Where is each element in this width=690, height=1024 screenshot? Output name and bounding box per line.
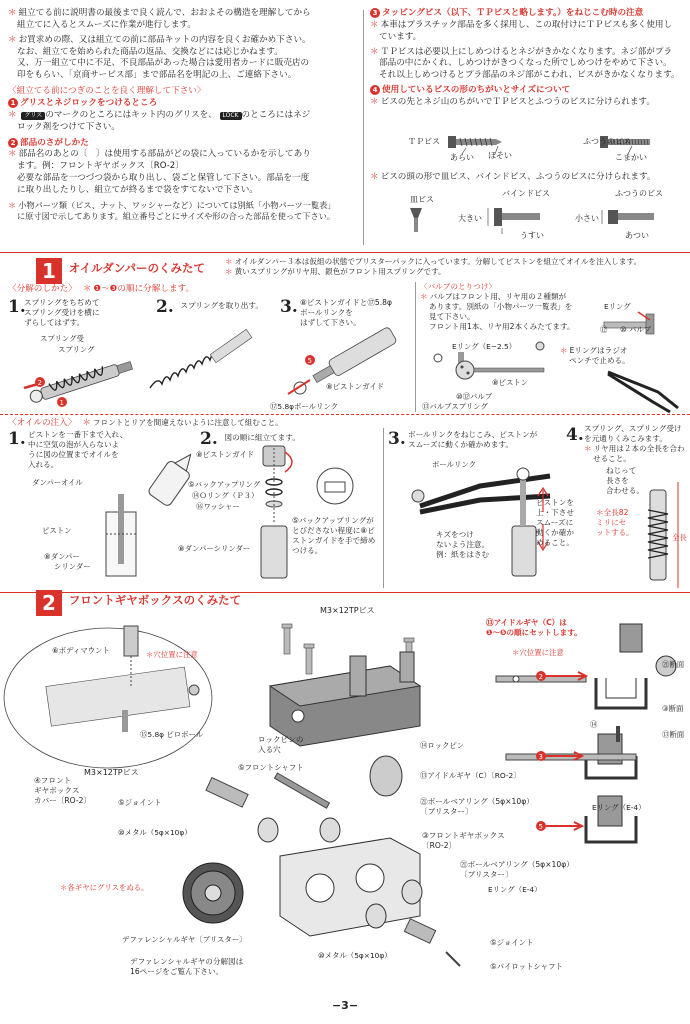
idle-gear-figure	[486, 616, 686, 846]
oil-step-2: 2. 図の順に組立てます。	[200, 429, 300, 449]
backup-ring-note: ⑤バックアップリングが とびださない程度に⑧ピ ストンガイドを手で締め つける。	[292, 516, 376, 556]
screw-left-label: M3×12TPビス	[84, 768, 139, 777]
intro-column	[8, 8, 360, 226]
oil1-number: 1.	[8, 429, 26, 449]
oil-divider-2	[383, 428, 384, 588]
spring-removed-figure	[140, 318, 260, 398]
disassemble-step-1: 1. スプリングをちぢめて スプリング受けを横に ずらしてはずす。	[8, 297, 100, 328]
metal-left-label: ⑩メタル（5φ×10φ）	[118, 828, 192, 837]
normal-screw-label-2: ふつうのビス	[615, 189, 663, 198]
tapping-text-2: ＊ ＴＰビスは必要以上にしめつけるとネジがきかなくなります。ネジ部がプラ 部品の中にかくれ、しめつけがきつくなった所でしめつけをやめて下さい。 それ以上しめつけるとプラ部品のネジ部がこわれ、ビスがきかなくなります。	[370, 46, 680, 81]
total-length-note: ＊全長82 ミリにセ ットする。	[596, 508, 634, 538]
oil-step-1: 1. ピストンを一番下まで入れ、 中に空気の泡が入らないよ うに図の位置までオイルを 入れる。	[8, 429, 128, 470]
metal-right-label: ⑩メタル（5φ×10φ）	[318, 951, 392, 960]
section1-header	[36, 258, 205, 284]
piston-label: ⑧ピストン	[492, 378, 529, 387]
parts-text: ＊ 部品名のあとの〔 〕は使用する部品がどの袋に入っているかを示してあり ます。例：フロントギヤボックス〔RO-2〕 必要な部品を一つづつ袋から取り出し、袋ごと保管して下さい。部品を一度 に取り出したりし、組立てが終るまで袋をすてないで下さい。	[8, 149, 311, 196]
pin-44-label: ⑭	[590, 720, 598, 729]
grease-icon: グリス	[21, 112, 45, 120]
svg-text:2: 2	[538, 673, 543, 681]
grease-heading: 1 グリスとネジロックをつけるところ	[8, 98, 360, 110]
gear-grease-note: ＊各ギヤにグリスをぬる。	[60, 883, 149, 892]
normal-screw-label: ふつうのビス	[583, 137, 631, 146]
section-3-label: ③断面	[662, 704, 684, 713]
section1-title: オイルダンパーのくみたて	[68, 261, 206, 275]
damper-oil-label: ダンパーオイル	[32, 478, 83, 487]
ering-note: ＊ Eリングはラジオ ペンチで止める。	[560, 346, 630, 366]
joint-left-label: ⑤ジョイント	[118, 798, 162, 807]
bind-screw-label: バインドビス	[502, 189, 550, 198]
ering-label: Eリング	[604, 302, 631, 311]
washer-label: ⑯ワッシャー	[196, 502, 240, 511]
scratch-note: キズをつけ ないよう注意。 例：紙をはさむ	[436, 530, 490, 560]
piston-guide-label-2: ⑧ピストンガイド	[196, 450, 255, 459]
ball-bearing-1-label: ㉑ボールベアリング（5φ×10φ） 〔ブリスター〕	[420, 797, 534, 817]
svg-text:5: 5	[307, 357, 312, 365]
spring-seat-label: スプリング受	[40, 334, 84, 343]
rough-label: あらい	[450, 153, 474, 162]
section1-notes: ＊ オイルダンパー３本は仮組の状態でブリスターパックに入っています。分解してピストンを組立てオイルを注入します。 ＊ 黄いスプリングがリヤ用、銀色がフロント用スプリングです。	[225, 257, 642, 277]
lockpin-hole-label: ロックピンの 入る穴	[258, 735, 304, 755]
pilot-shaft-label: ⑤パイロットシャフト	[490, 962, 563, 971]
piston-label-2: ピストン	[42, 526, 72, 535]
disassemble-heading: 〈分解のしかた〉 ＊ ❶〜❸の順に分解します。	[8, 284, 195, 294]
small-label: 小さい	[575, 214, 599, 223]
ball-link-label-2: ボールリンク	[432, 460, 477, 469]
oil-step-4: 4. スプリング、スプリング受け を元通りくみこみます。 ＊ リヤ用は２本の全長を合わ せること。	[566, 424, 685, 464]
small-parts-text: ＊ 小物パーツ類（ビス、ナット、ワッシャーなど）については別紙「小物パーツ一覧表」 に原寸図で示してあります。組立番号ごとにサイズや形の合った部品を使って下さい。	[8, 199, 336, 222]
step2-number: 2.	[156, 297, 174, 317]
oil-divider	[0, 414, 690, 415]
piston-check-note: ピストンを 上・下させ スムーズに 動くか確か めること。	[536, 498, 574, 548]
screw-figure-1	[370, 128, 685, 176]
thick-label: あつい	[625, 231, 649, 240]
lockpin-label: ⑭ロックピン	[420, 741, 465, 750]
page-number: −3−	[331, 999, 359, 1012]
oil-heading: 〈オイルの注入〉 ＊ フロントとリアを間違えないように注意して組むこと。	[8, 418, 283, 428]
section2-number: 2	[36, 590, 62, 616]
ball-link-label: ⑰5.8φボールリンク	[270, 402, 339, 411]
screw-figure-2	[370, 186, 685, 246]
ering-e25-label: Eリング（E−2.5）	[452, 342, 517, 351]
ering-e4-label: Eリング（E-4）	[488, 885, 542, 894]
oil3-number: 3.	[388, 429, 406, 449]
section1-number: 1	[36, 258, 62, 284]
valve-80-label: ⑩ バルブ	[620, 325, 652, 334]
grease-text: ＊ グリス のマークのところにはキット内のグリスを、 LOCK のところにはネジ ロック剤をつけて下さい。	[8, 109, 311, 132]
front-gear-cover-label: ④フロント ギヤボックス カバー〔RO-2〕	[34, 776, 92, 806]
lock-icon: LOCK	[220, 112, 242, 120]
idle-hole-note: ＊穴位置に注意	[512, 648, 564, 657]
intro-para-1: ＊ 組立てる前に説明書の最後まで良く読んで、おおよその構造を理解してから 組立てに入るとスムーズに作業が進行します。	[8, 8, 311, 30]
oil4-number: 4.	[566, 425, 584, 445]
backup-ring-label: ⑤バックアップリング	[188, 480, 261, 489]
ball-bearing-2-label: ㉑ボールベアリング（5φ×10φ） 〔ブリスター〕	[460, 860, 574, 880]
head-text: ＊ ビスの頭の形で皿ビス、バインドビス、ふつうのビスに分けられます。	[370, 172, 656, 182]
front-gearbox-label: ③フロントギヤボックス 〔RO-2〕	[422, 831, 505, 851]
twist-note: ねじって 長さを 合わせる。	[606, 466, 644, 496]
tapping-column	[370, 8, 685, 109]
oil-fill-figure	[100, 454, 200, 584]
section2-title: フロントギヤボックスのくみたて	[68, 593, 242, 607]
o-ring-label: ⑭Ｏリング（Ｐ３）	[192, 491, 259, 500]
damper-cylinder-label-2: シリンダー	[54, 562, 91, 571]
damper-spring-figure-1	[20, 352, 150, 412]
pillow-ball-label: ⑮5.8φ ピロボール	[140, 730, 204, 739]
big-label: 大きい	[458, 214, 482, 223]
screw-top-label: M3×12TPビス	[320, 606, 375, 615]
diff-gear-figure	[178, 858, 248, 928]
damper-cylinder-label-3: ⑧ダンパーシリンダー	[178, 544, 251, 553]
fine-label: こまかい	[615, 153, 647, 162]
damper-cylinder-label: ⑧ダンパー	[44, 552, 80, 561]
tp-screw-label: ＴＰビス	[408, 137, 440, 146]
parts-heading: 2 部品のさがしかた	[8, 138, 360, 150]
understand-heading: 〈組立てる前につぎのことを良く理解して下さい〉	[8, 86, 206, 97]
oil2-number: 2.	[200, 429, 218, 449]
column-divider	[363, 10, 364, 245]
tapping-heading: 3 タッピングビス（以下、ＴＰビスと略します。）をねじこむ時の注意	[370, 8, 685, 20]
size-text: ＊ ビスの先とネジ山のちがいでＴＰビスとふつうのビスに分けられます。	[370, 97, 655, 108]
diff-note: デファレンシャルギヤの分解図は 16ページをご覧ん下さい。	[130, 957, 244, 977]
thin-label: ほそい	[488, 151, 512, 160]
body-mount-label: ⑥ボディマウント	[52, 646, 110, 655]
ering-e4-label-2: Eリング（E-4）	[592, 803, 646, 812]
thin2-label: うすい	[520, 231, 544, 240]
section-21-label: ㉑断面	[662, 660, 685, 669]
flat-screw-label: 皿ビス	[410, 195, 434, 204]
step1-number: 1.	[8, 297, 26, 317]
section2-header	[36, 590, 241, 616]
valve-spring-label: ⑬バルブスプリング	[422, 402, 488, 411]
step3-number: 3.	[280, 297, 298, 317]
joint-right-label: ⑤ジョイント	[490, 938, 534, 947]
svg-text:3: 3	[538, 753, 543, 761]
intro-para-2: ＊ お買求めの際、又は組立ての前に部品キットの内容を良くお確かめ下さい。 なお、組立てを始められた商品の返品、交換などには応じかねます。 又、万一組立て中に不足、不良部品があった場合は愛用者カードに販売店の 印をもらい、「京商サービス部」まで部品名を明記の上、ご連絡下さい。	[8, 34, 311, 81]
size-heading: 4 使用しているビスの形のちがいとサイズについて	[370, 85, 685, 97]
hole-note-label: ＊穴位置に注意	[146, 650, 198, 659]
piston-guide-label: ⑧ピストンガイド	[326, 382, 385, 391]
oil-step-3: 3. ボールリンクをねじこみ、ピストンが スムーズに動くか確かめます。	[388, 429, 538, 450]
valve-section: 〈バルブのとりつけ〉 ＊ バルブはフロント用、リヤ用の２種類が あります。別紙の「小物パーツ一覧表」を 見て下さい。 フロント用1本、リヤ用2本くみたてます。	[420, 282, 575, 332]
full-length-label: 全長	[672, 533, 687, 542]
svg-text:2: 2	[37, 379, 42, 387]
idle-heading: ⑬アイドルギヤ（C）は ❶〜❺の順にセットします。	[486, 618, 582, 638]
diff-gear-label: デファレンシャルギヤ〔ブリスター〕	[122, 935, 247, 944]
valve-label: ⑩⑫バルブ	[456, 392, 493, 401]
valve-divider	[415, 282, 416, 412]
disassemble-step-3: 3. ⑧ピストンガイドと⑰5.8φ ボールリンクを はずして下さい。	[280, 297, 393, 328]
idle-gear-label: ⑬アイドルギヤ（C）〔RO-2〕	[420, 771, 521, 780]
section-divider-1	[0, 252, 690, 253]
section-43-label: ⑬断面	[662, 730, 685, 739]
svg-text:1: 1	[59, 399, 64, 407]
disassemble-step-2: 2. スプリングを取り出す。	[156, 297, 263, 317]
valve-82-label: ⑫	[600, 325, 608, 334]
tapping-text-1: ＊ 本車はプラスチック部品を多く採用し、この取付けにＴＰビスも多く使用し ています。	[370, 19, 673, 42]
spring-label: スプリング	[58, 345, 95, 354]
front-shaft-label: ⑤フロントシャフト	[238, 763, 304, 772]
svg-text:5: 5	[538, 823, 543, 831]
